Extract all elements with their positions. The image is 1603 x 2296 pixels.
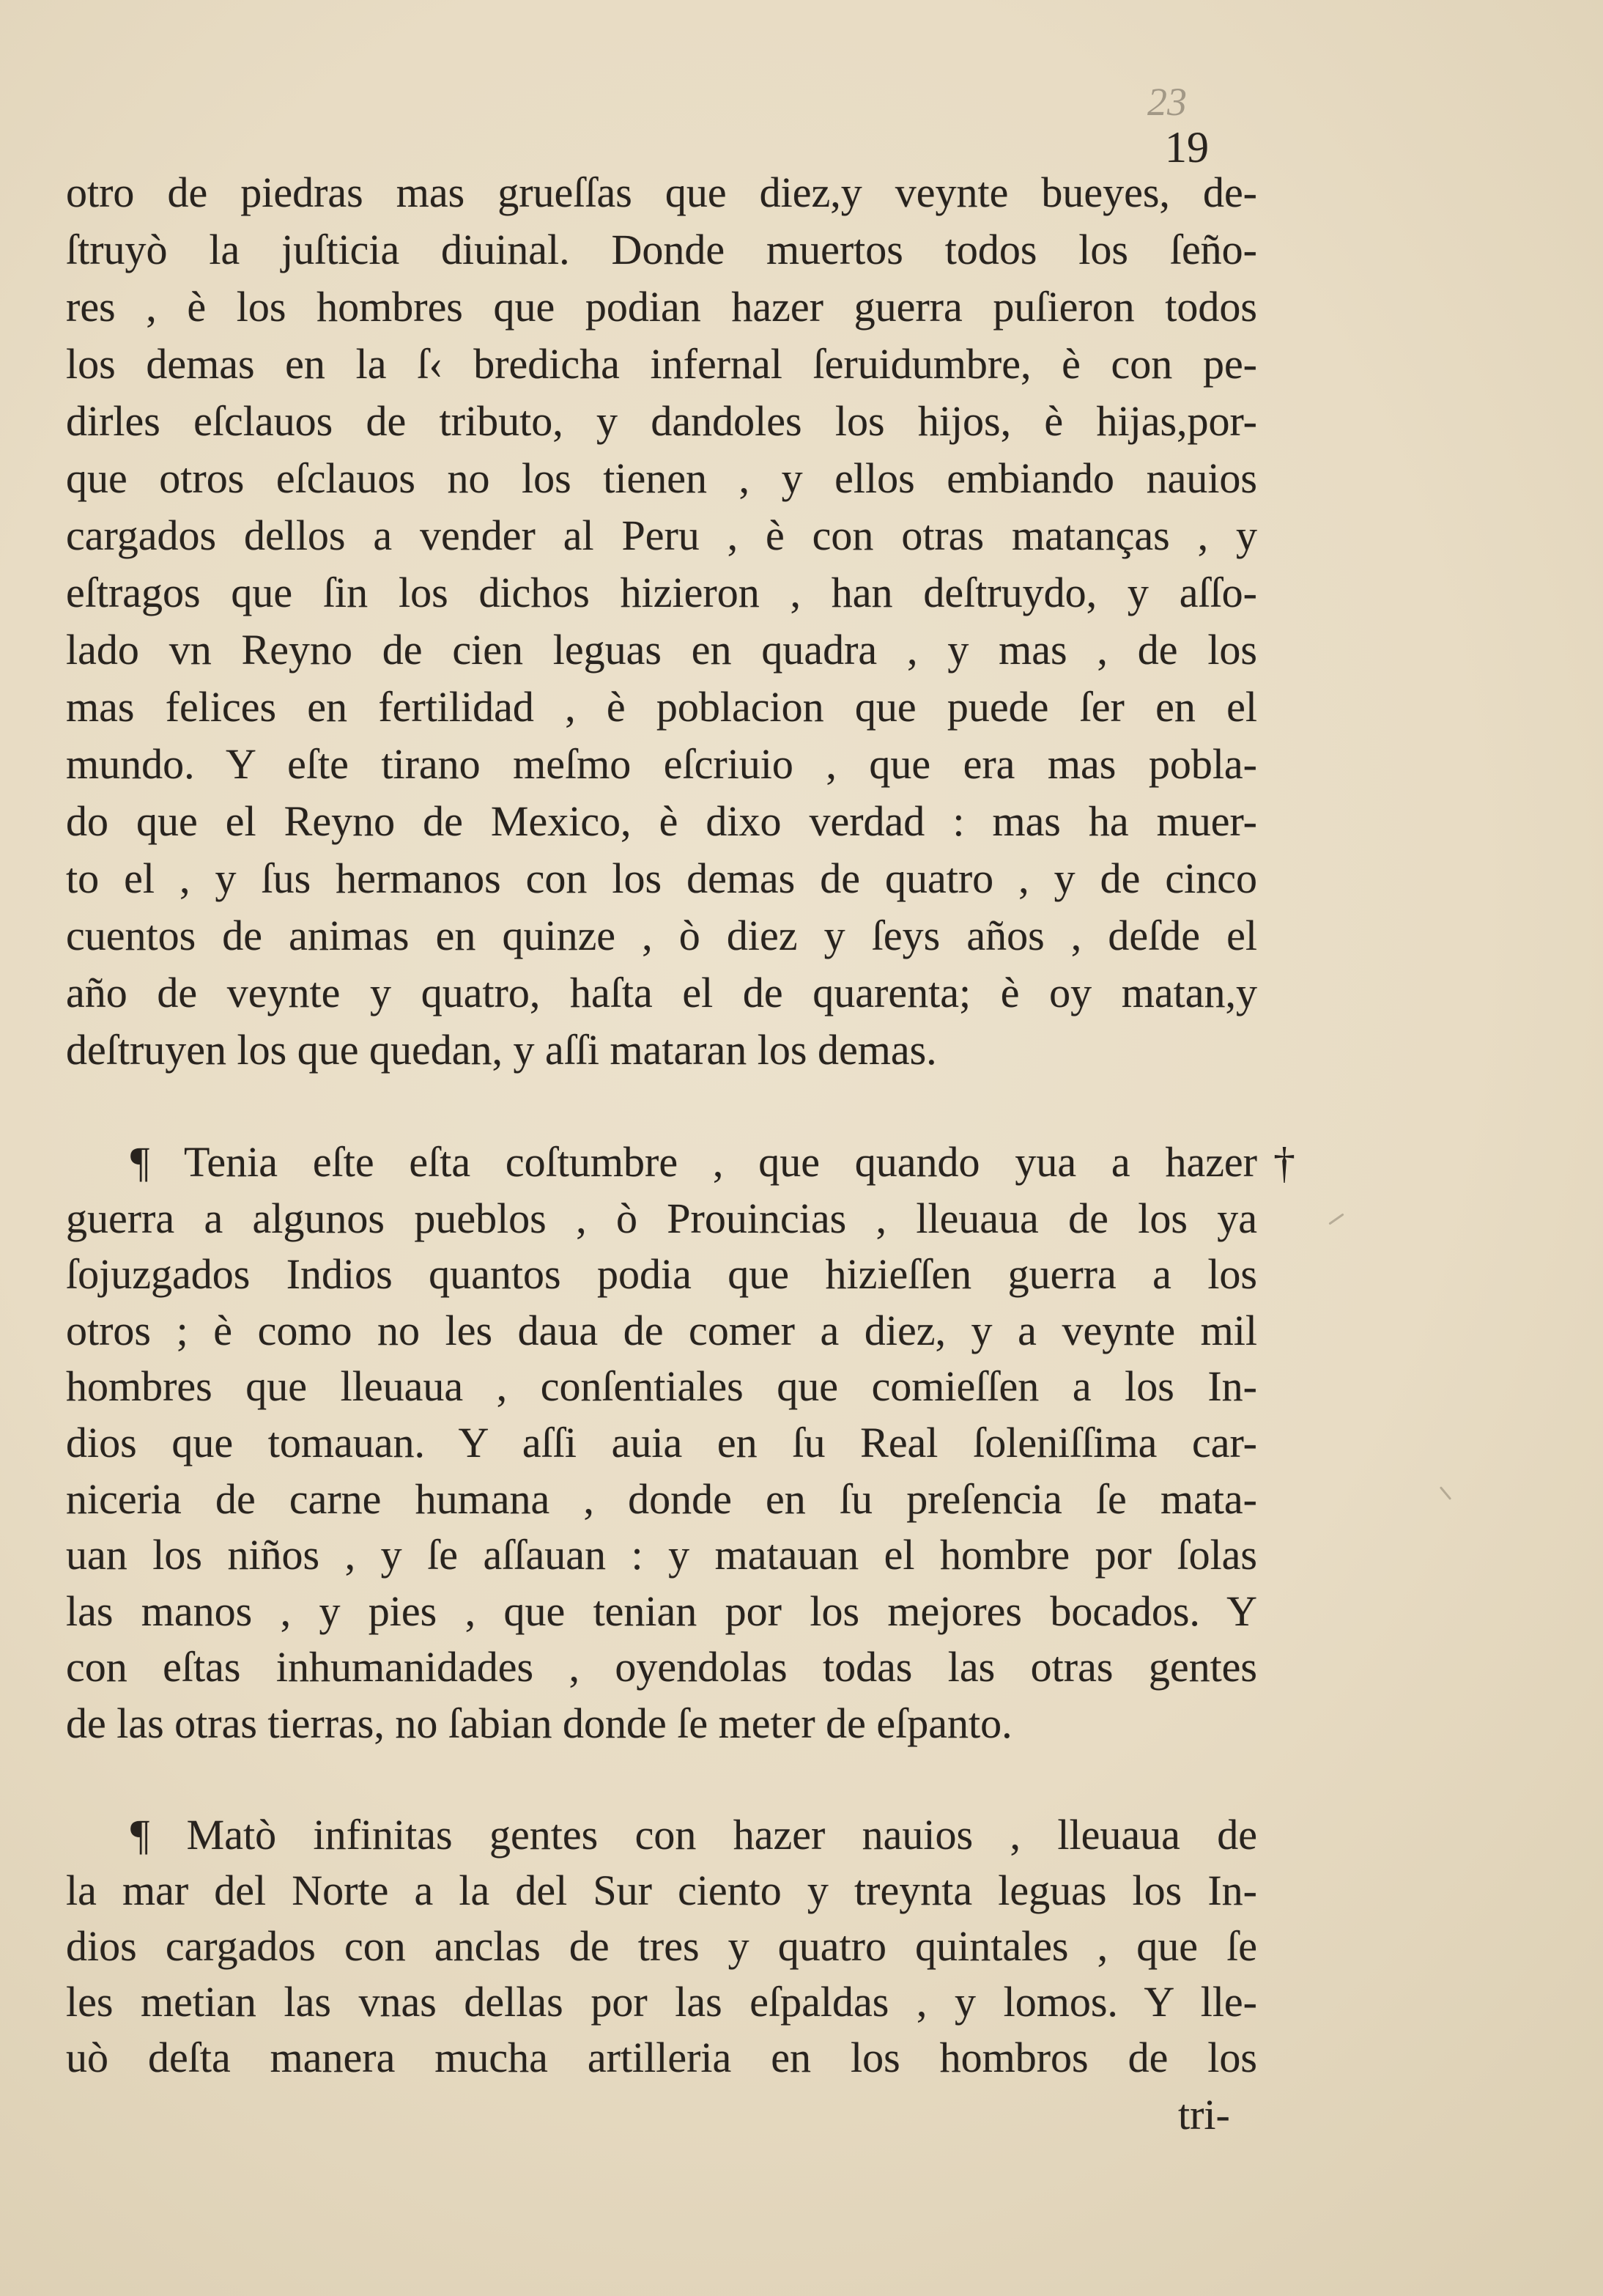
text-line: guerra a algunos pueblos , ò Prouincias , lleuaua de los ya xyxy=(66,1194,1257,1242)
pen-mark xyxy=(1328,1213,1344,1225)
text-line: deſtruyen los que quedan, y aſſi mataran los demas. xyxy=(66,1026,937,1074)
text-line: eſtragos que ſin los dichos hizieron , han deſtruydo, y aſſo- xyxy=(66,569,1257,616)
paragraph-2 xyxy=(66,1134,1257,1752)
text-line: mundo. Y eſte tirano meſmo eſcriuio , que era mas pobla- xyxy=(66,740,1257,788)
text-line: que otros eſclauos no los tienen , y ellos embiando nauios xyxy=(66,454,1257,502)
text-line: la mar del Norte a la del Sur ciento y treynta leguas los In- xyxy=(66,1867,1257,1914)
text-line: las manos , y pies , que tenian por los mejores bocados. Y xyxy=(66,1587,1257,1635)
text-line: dios cargados con anclas de tres y quatro quintales , que ſe xyxy=(66,1922,1257,1970)
text-line: dios que tomauan. Y aſſi auia en ſu Real ſoleniſſima car- xyxy=(66,1418,1257,1466)
text-line: les metian las vnas dellas por las eſpaldas , y lomos. Y lle- xyxy=(66,1978,1257,2026)
text-line: uan los niños , y ſe aſſauan : y matauan el hombre por ſolas xyxy=(66,1531,1257,1579)
text-line: to el , y ſus hermanos con los demas de quatro , y de cinco xyxy=(66,854,1257,902)
text-line: ¶ Tenia eſte eſta coſtumbre , que quando yua a hazer xyxy=(130,1138,1257,1186)
text-line: ¶ Matò infinitas gentes con hazer nauios , lleuaua de xyxy=(130,1811,1257,1858)
margin-dagger: † xyxy=(1273,1139,1295,1187)
text-line: uò deſta manera mucha artilleria en los hombros de los xyxy=(66,2034,1257,2081)
page-number: 19 xyxy=(1165,123,1209,171)
text-line: niceria de carne humana , donde en ſu preſencia ſe mata- xyxy=(66,1474,1257,1523)
text-line: otro de piedras mas grueſſas que diez,y veynte bueyes, de- xyxy=(66,169,1257,216)
text-line: lado vn Reyno de cien leguas en quadra , y mas , de los xyxy=(66,626,1257,673)
text-line: do que el Reyno de Mexico, è dixo verdad : mas ha muer- xyxy=(66,797,1257,845)
paragraph-1 xyxy=(66,164,1257,1079)
text-line: ſtruyò la juſticia diuinal. Donde muertos todos los ſeño- xyxy=(66,226,1257,273)
text-line: mas felices en fertilidad , è poblacion que puede ſer en el xyxy=(66,683,1257,731)
text-line: dirles eſclauos de tributo, y dandoles los hijos, è hijas,por- xyxy=(66,397,1257,445)
text-line: hombres que lleuaua , conſentiales que comieſſen a los In- xyxy=(66,1362,1257,1411)
text-line: año de veynte y quatro, haſta el de quarenta; è oy matan,y xyxy=(66,969,1257,1016)
text-line: res , è los hombres que podian hazer guerra puſieron todos xyxy=(66,283,1257,331)
pen-mark xyxy=(1440,1486,1451,1500)
text-line: los demas en la ſ‹ bredicha infernal ſeruidumbre, è con pe- xyxy=(66,340,1257,388)
text-line: cargados dellos a vender al Peru , è con otras matanças , y xyxy=(66,512,1257,559)
text-line: de las otras tierras, no ſabian donde ſe meter de eſpanto. xyxy=(66,1699,1012,1747)
text-line: cuentos de animas en quinze , ò diez y ſeys años , deſde el xyxy=(66,912,1257,959)
text-line: con eſtas inhumanidades , oyendolas todas las otras gentes xyxy=(66,1643,1257,1691)
handwritten-folio-number: 23 xyxy=(1147,80,1187,124)
paragraph-3 xyxy=(66,1807,1257,2086)
catchword: tri- xyxy=(1178,2091,1230,2138)
text-line: otros ; è como no les daua de comer a diez, y a veynte mil xyxy=(66,1306,1257,1354)
text-line: ſojuzgados Indios quantos podia que hizieſſen guerra a los xyxy=(66,1250,1257,1299)
